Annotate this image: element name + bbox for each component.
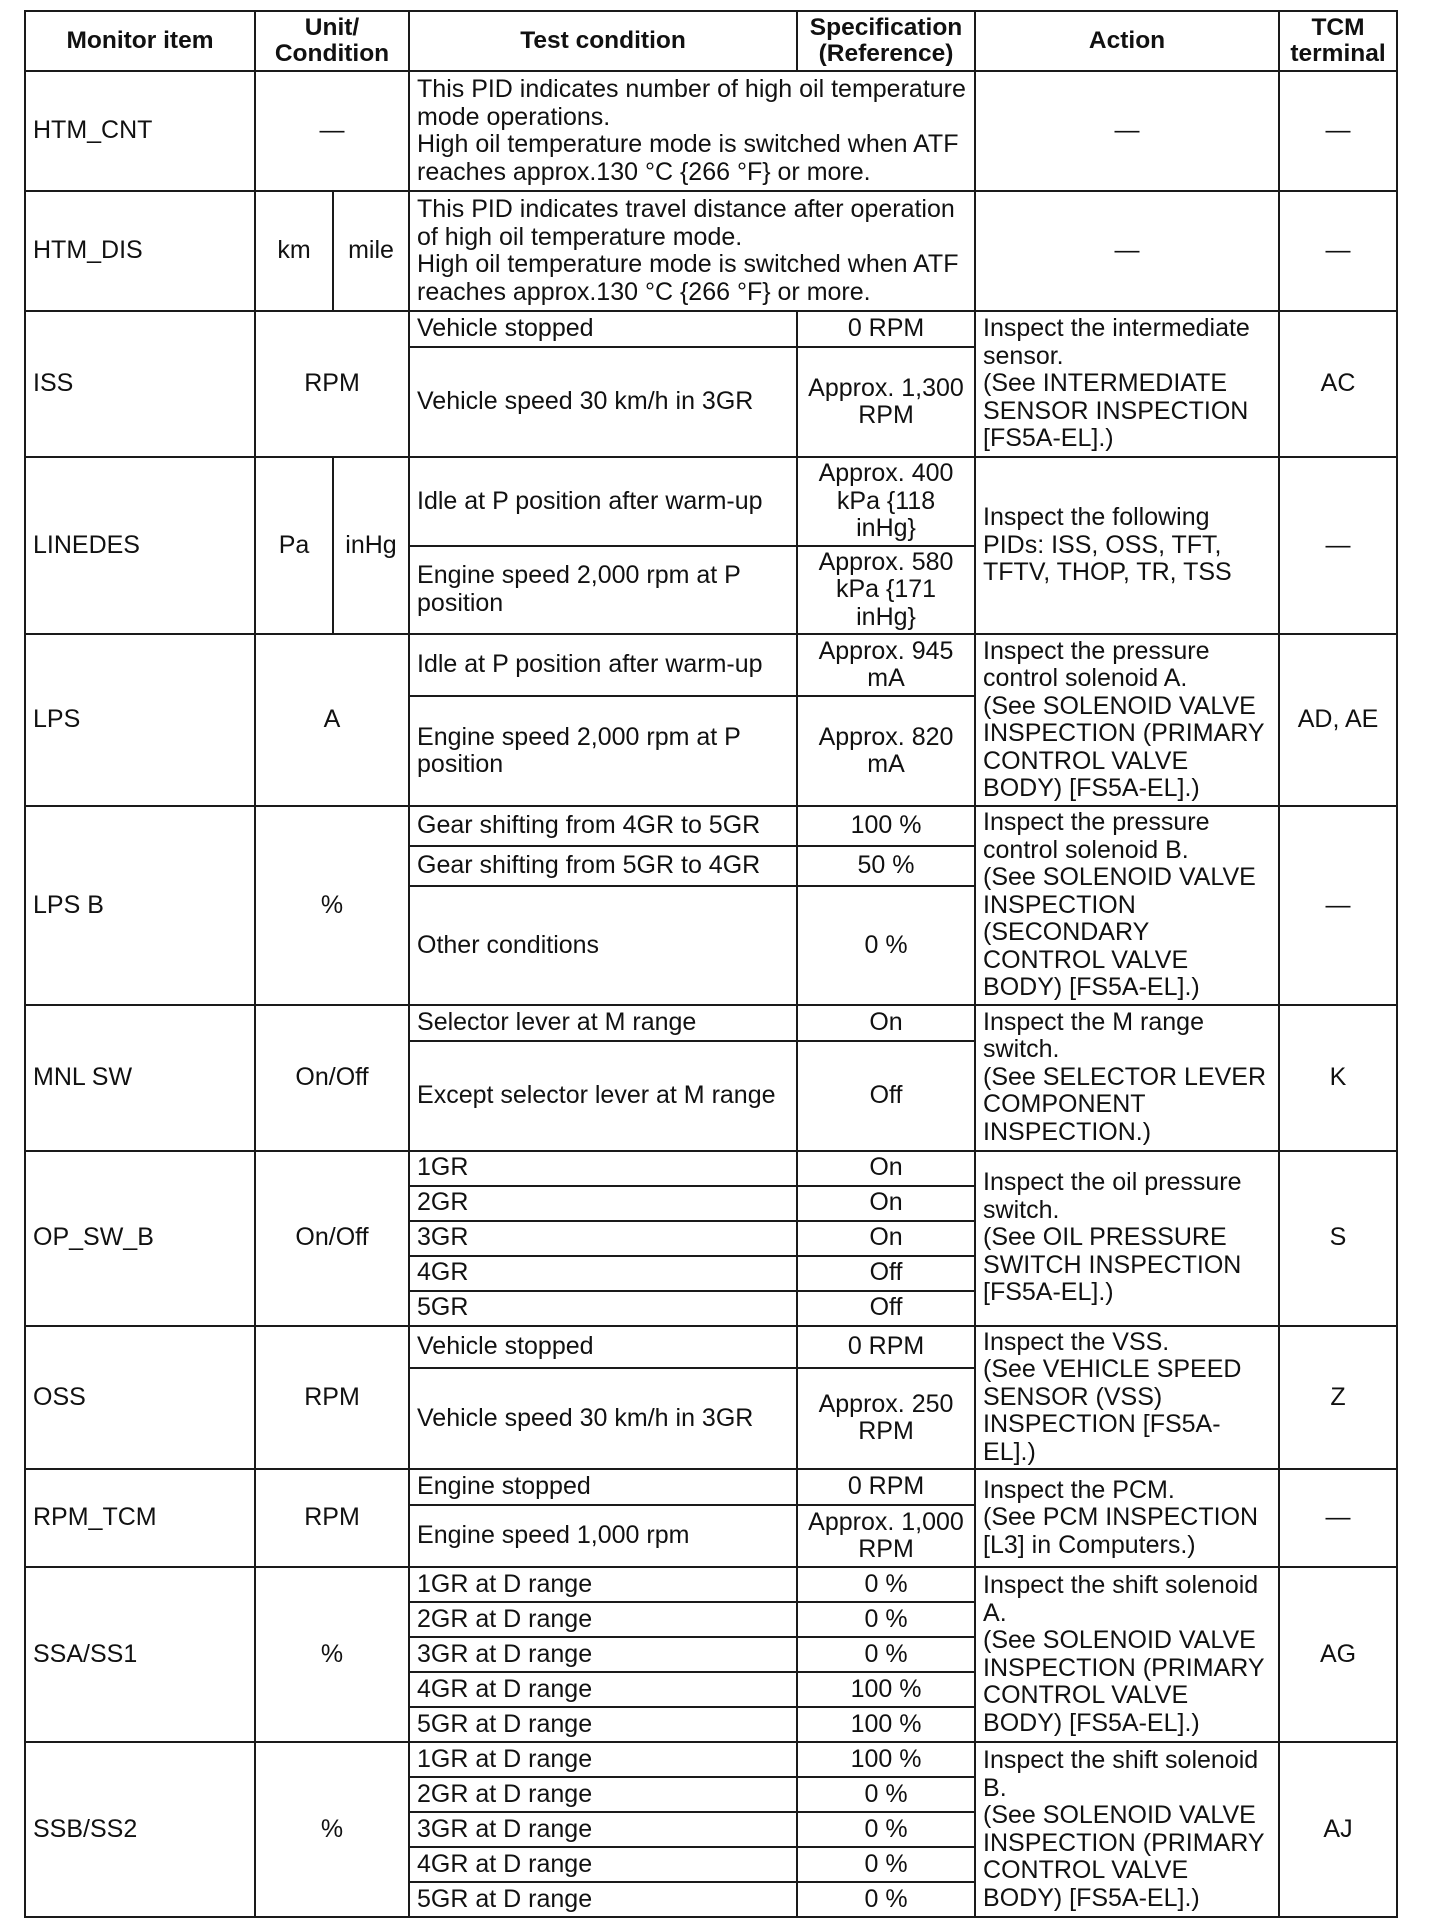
test-condition-cell: Idle at P position after warm-up [409,634,797,696]
table-row [25,1742,1397,1777]
unit-cell: mile [333,191,409,311]
test-condition-cell: 4GR [409,1256,797,1291]
specification-cell: Approx. 400 kPa {118 inHg} [797,457,975,546]
specification-cell: Off [797,1041,975,1151]
header-unit-condition: Unit/ Condition [255,11,409,71]
test-condition-cell: Engine speed 2,000 rpm at P position [409,696,797,806]
test-condition-cell: Other conditions [409,886,797,1004]
test-condition-cell: 2GR [409,1186,797,1221]
specification-cell: 50 % [797,846,975,886]
tcm-terminal-cell: AG [1279,1567,1397,1742]
test-condition-cell: This PID indicates number of high oil temperature mode operations. High oil temperature mode is switched when ATF reaches approx.130 °C {266 °F} or more. [409,71,975,191]
table-row [25,311,1397,347]
test-condition-cell: 5GR [409,1291,797,1326]
test-condition-cell: Idle at P position after warm-up [409,457,797,546]
test-condition-cell: Vehicle speed 30 km/h in 3GR [409,1368,797,1469]
specification-cell: 100 % [797,1672,975,1707]
test-condition-cell: 2GR at D range [409,1602,797,1637]
tcm-terminal-cell: Z [1279,1326,1397,1470]
test-condition-cell: Gear shifting from 5GR to 4GR [409,846,797,886]
unit-cell: inHg [333,457,409,634]
specification-cell: 0 RPM [797,311,975,347]
tcm-terminal-cell: — [1279,191,1397,311]
specification-cell: On [797,1151,975,1186]
monitor-item-name: MNL SW [25,1005,255,1151]
test-condition-cell: 3GR at D range [409,1637,797,1672]
monitor-item-name: HTM_DIS [25,191,255,311]
test-condition-cell: 5GR at D range [409,1707,797,1742]
specification-cell: On [797,1186,975,1221]
action-cell: — [975,71,1279,191]
unit-cell: On/Off [255,1005,409,1151]
unit-cell: RPM [255,1326,409,1470]
specification-cell: 100 % [797,1707,975,1742]
unit-cell: — [255,71,409,191]
header-row [25,11,1397,71]
test-condition-cell: This PID indicates travel distance after operation of high oil temperature mode. High oil temperature mode is switched when ATF reaches approx.130 °C {266 °F} or more. [409,191,975,311]
monitor-item-name: OP_SW_B [25,1151,255,1326]
action-cell: Inspect the PCM. (See PCM INSPECTION [L3] in Computers.) [975,1469,1279,1567]
test-condition-cell: 4GR at D range [409,1847,797,1882]
tcm-terminal-cell: AD, AE [1279,634,1397,806]
monitor-item-name: HTM_CNT [25,71,255,191]
specification-cell: Approx. 580 kPa {171 inHg} [797,546,975,635]
header-monitor-item: Monitor item [25,11,255,71]
unit-cell: RPM [255,311,409,457]
test-condition-cell: 1GR at D range [409,1742,797,1777]
specification-cell: On [797,1005,975,1041]
test-condition-cell: Except selector lever at M range [409,1041,797,1151]
specification-cell: Off [797,1291,975,1326]
table-row [25,634,1397,696]
test-condition-cell: Selector lever at M range [409,1005,797,1041]
test-condition-cell: Vehicle stopped [409,1326,797,1368]
table-row [25,1151,1397,1186]
unit-cell: RPM [255,1469,409,1567]
table-row [25,457,1397,546]
unit-cell: % [255,1742,409,1917]
test-condition-cell: Engine speed 1,000 rpm [409,1505,797,1567]
specification-cell: 0 % [797,1602,975,1637]
test-condition-cell: Gear shifting from 4GR to 5GR [409,806,797,846]
unit-cell: km [255,191,333,311]
action-cell: Inspect the intermediate sensor. (See INTERMEDIATE SENSOR INSPECTION [FS5A-EL].) [975,311,1279,457]
specification-cell: Approx. 1,000 RPM [797,1505,975,1567]
test-condition-cell: 5GR at D range [409,1882,797,1917]
test-condition-cell: 3GR [409,1221,797,1256]
specification-cell: Approx. 1,300 RPM [797,347,975,457]
test-condition-cell: Vehicle stopped [409,311,797,347]
table-row [25,1326,1397,1368]
tcm-terminal-cell: K [1279,1005,1397,1151]
action-cell: Inspect the oil pressure switch. (See OIL PRESSURE SWITCH INSPECTION [FS5A-EL].) [975,1151,1279,1326]
unit-cell: Pa [255,457,333,634]
table-row [25,806,1397,846]
specification-cell: Approx. 250 RPM [797,1368,975,1469]
monitor-item-table [24,10,1398,1918]
tcm-terminal-cell: — [1279,71,1397,191]
unit-cell: A [255,634,409,806]
specification-cell: Off [797,1256,975,1291]
table-row [25,1567,1397,1602]
specification-cell: 100 % [797,806,975,846]
unit-cell: On/Off [255,1151,409,1326]
test-condition-cell: 1GR at D range [409,1567,797,1602]
specification-cell: 0 % [797,1812,975,1847]
tcm-terminal-cell: — [1279,457,1397,634]
test-condition-cell: 3GR at D range [409,1812,797,1847]
test-condition-cell: 4GR at D range [409,1672,797,1707]
tcm-terminal-cell: — [1279,806,1397,1005]
specification-cell: 0 % [797,1567,975,1602]
test-condition-cell: Engine speed 2,000 rpm at P position [409,546,797,635]
header-specification: Specification (Reference) [797,11,975,71]
unit-cell: % [255,806,409,1005]
monitor-item-name: LINEDES [25,457,255,634]
specification-cell: Approx. 820 mA [797,696,975,806]
monitor-item-name: SSA/SS1 [25,1567,255,1742]
tcm-terminal-cell: AC [1279,311,1397,457]
table-row [25,1005,1397,1041]
tcm-terminal-cell: AJ [1279,1742,1397,1917]
header-action: Action [975,11,1279,71]
specification-cell: 0 % [797,1637,975,1672]
header-tcm-terminal: TCM terminal [1279,11,1397,71]
table-row [25,1469,1397,1505]
header-test-condition: Test condition [409,11,797,71]
action-cell: Inspect the pressure control solenoid B. (See SOLENOID VALVE INSPECTION (SECONDARY CONTROL VALVE BODY) [FS5A-EL].) [975,806,1279,1005]
action-cell: Inspect the shift solenoid B. (See SOLENOID VALVE INSPECTION (PRIMARY CONTROL VALVE BODY) [FS5A-EL].) [975,1742,1279,1917]
action-cell: Inspect the M range switch. (See SELECTOR LEVER COMPONENT INSPECTION.) [975,1005,1279,1151]
monitor-item-name: OSS [25,1326,255,1470]
test-condition-cell: Vehicle speed 30 km/h in 3GR [409,347,797,457]
monitor-item-name: LPS B [25,806,255,1005]
monitor-item-name: SSB/SS2 [25,1742,255,1917]
specification-cell: Approx. 945 mA [797,634,975,696]
action-cell: Inspect the following PIDs: ISS, OSS, TFT, TFTV, THOP, TR, TSS [975,457,1279,634]
test-condition-cell: 1GR [409,1151,797,1186]
unit-cell: % [255,1567,409,1742]
specification-cell: 0 RPM [797,1469,975,1505]
test-condition-cell: 2GR at D range [409,1777,797,1812]
specification-cell: On [797,1221,975,1256]
action-cell: — [975,191,1279,311]
table-row [25,71,1397,191]
tcm-terminal-cell: — [1279,1469,1397,1567]
action-cell: Inspect the shift solenoid A. (See SOLENOID VALVE INSPECTION (PRIMARY CONTROL VALVE BODY) [FS5A-EL].) [975,1567,1279,1742]
specification-cell: 0 % [797,1777,975,1812]
specification-cell: 100 % [797,1742,975,1777]
table-row [25,191,1397,311]
specification-cell: 0 RPM [797,1326,975,1368]
monitor-item-name: ISS [25,311,255,457]
test-condition-cell: Engine stopped [409,1469,797,1505]
specification-cell: 0 % [797,1847,975,1882]
tcm-terminal-cell: S [1279,1151,1397,1326]
action-cell: Inspect the VSS. (See VEHICLE SPEED SENSOR (VSS) INSPECTION [FS5A-EL].) [975,1326,1279,1470]
specification-cell: 0 % [797,1882,975,1917]
specification-cell: 0 % [797,886,975,1004]
monitor-item-name: RPM_TCM [25,1469,255,1567]
monitor-item-name: LPS [25,634,255,806]
action-cell: Inspect the pressure control solenoid A. (See SOLENOID VALVE INSPECTION (PRIMARY CONTROL VALVE BODY) [FS5A-EL].) [975,634,1279,806]
